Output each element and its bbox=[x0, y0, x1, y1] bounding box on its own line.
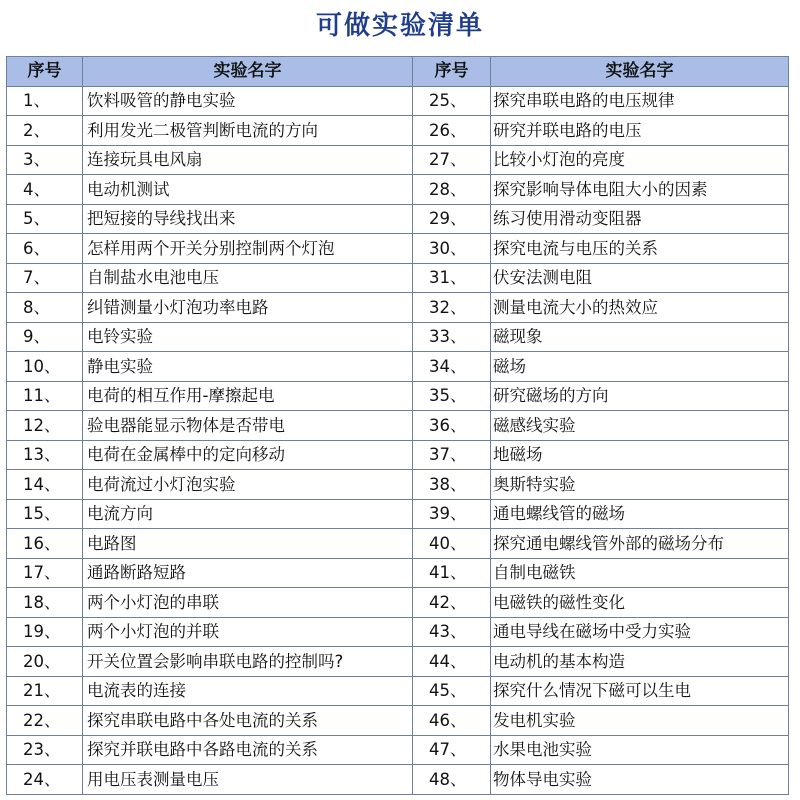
experiment-number-left: 21、 bbox=[7, 676, 83, 706]
experiment-number-left: 15、 bbox=[7, 499, 83, 529]
table-row bbox=[7, 706, 789, 736]
experiment-name-right: 测量电流大小的热效应 bbox=[491, 293, 789, 323]
experiment-name-right: 探究串联电路的电压规律 bbox=[491, 86, 789, 116]
experiment-number-left: 14、 bbox=[7, 470, 83, 500]
experiment-name-left: 静电实验 bbox=[83, 352, 413, 382]
experiment-number-right: 34、 bbox=[413, 352, 491, 382]
experiment-number-right: 27、 bbox=[413, 145, 491, 175]
experiment-number-right: 29、 bbox=[413, 204, 491, 234]
table-row bbox=[7, 175, 789, 205]
experiment-number-right: 46、 bbox=[413, 706, 491, 736]
table-row bbox=[7, 381, 789, 411]
experiment-name-left: 用电压表测量电压 bbox=[83, 765, 413, 795]
experiment-number-left: 1、 bbox=[7, 86, 83, 116]
experiment-name-right: 探究影响导体电阻大小的因素 bbox=[491, 175, 789, 205]
experiment-number-right: 41、 bbox=[413, 558, 491, 588]
experiment-name-left: 饮料吸管的静电实验 bbox=[83, 86, 413, 116]
table-row bbox=[7, 293, 789, 323]
experiment-number-left: 20、 bbox=[7, 647, 83, 677]
experiment-number-left: 12、 bbox=[7, 411, 83, 441]
header-row bbox=[7, 57, 789, 87]
experiment-name-right: 地磁场 bbox=[491, 440, 789, 470]
experiment-name-left: 探究并联电路中各路电流的关系 bbox=[83, 735, 413, 765]
experiment-name-right: 练习使用滑动变阻器 bbox=[491, 204, 789, 234]
table-row bbox=[7, 470, 789, 500]
experiment-name-right: 水果电池实验 bbox=[491, 735, 789, 765]
experiment-name-right: 发电机实验 bbox=[491, 706, 789, 736]
experiment-name-right: 物体导电实验 bbox=[491, 765, 789, 795]
experiment-name-left: 连接玩具电风扇 bbox=[83, 145, 413, 175]
table-row bbox=[7, 440, 789, 470]
experiment-number-right: 39、 bbox=[413, 499, 491, 529]
experiment-number-right: 36、 bbox=[413, 411, 491, 441]
experiment-name-left: 怎样用两个开关分别控制两个灯泡 bbox=[83, 234, 413, 264]
experiment-name-left: 电荷流过小灯泡实验 bbox=[83, 470, 413, 500]
table-row bbox=[7, 411, 789, 441]
experiment-name-right: 电磁铁的磁性变化 bbox=[491, 588, 789, 618]
experiment-name-right: 研究并联电路的电压 bbox=[491, 116, 789, 146]
experiment-number-left: 3、 bbox=[7, 145, 83, 175]
experiment-name-right: 通电螺线管的磁场 bbox=[491, 499, 789, 529]
experiment-name-left: 电荷在金属棒中的定向移动 bbox=[83, 440, 413, 470]
experiment-number-left: 13、 bbox=[7, 440, 83, 470]
header-index-left: 序号 bbox=[7, 57, 83, 87]
experiment-number-left: 17、 bbox=[7, 558, 83, 588]
experiment-number-right: 40、 bbox=[413, 529, 491, 559]
header-name-right: 实验名字 bbox=[491, 57, 789, 87]
experiment-name-right: 研究磁场的方向 bbox=[491, 381, 789, 411]
experiment-number-right: 32、 bbox=[413, 293, 491, 323]
experiment-name-left: 两个小灯泡的并联 bbox=[83, 617, 413, 647]
experiment-name-right: 通电导线在磁场中受力实验 bbox=[491, 617, 789, 647]
experiment-name-right: 电动机的基本构造 bbox=[491, 647, 789, 677]
experiment-name-left: 纠错测量小灯泡功率电路 bbox=[83, 293, 413, 323]
experiment-number-left: 23、 bbox=[7, 735, 83, 765]
table-row bbox=[7, 204, 789, 234]
experiment-name-left: 电荷的相互作用-摩擦起电 bbox=[83, 381, 413, 411]
table-body bbox=[7, 86, 789, 794]
table-row bbox=[7, 263, 789, 293]
table-row bbox=[7, 352, 789, 382]
experiment-number-left: 9、 bbox=[7, 322, 83, 352]
table-header bbox=[7, 57, 789, 87]
table-row bbox=[7, 588, 789, 618]
experiment-name-left: 自制盐水电池电压 bbox=[83, 263, 413, 293]
experiment-name-left: 电路图 bbox=[83, 529, 413, 559]
experiment-name-right: 比较小灯泡的亮度 bbox=[491, 145, 789, 175]
experiment-number-right: 25、 bbox=[413, 86, 491, 116]
experiment-number-right: 35、 bbox=[413, 381, 491, 411]
experiment-number-left: 4、 bbox=[7, 175, 83, 205]
experiment-name-left: 电铃实验 bbox=[83, 322, 413, 352]
experiment-name-left: 电动机测试 bbox=[83, 175, 413, 205]
experiment-number-left: 24、 bbox=[7, 765, 83, 795]
experiment-number-left: 6、 bbox=[7, 234, 83, 264]
experiment-table bbox=[6, 56, 789, 795]
experiment-number-left: 19、 bbox=[7, 617, 83, 647]
experiment-number-left: 16、 bbox=[7, 529, 83, 559]
experiment-number-right: 26、 bbox=[413, 116, 491, 146]
experiment-number-left: 11、 bbox=[7, 381, 83, 411]
experiment-name-right: 探究电流与电压的关系 bbox=[491, 234, 789, 264]
experiment-name-left: 把短接的导线找出来 bbox=[83, 204, 413, 234]
experiment-number-right: 28、 bbox=[413, 175, 491, 205]
experiment-number-right: 48、 bbox=[413, 765, 491, 795]
table-row bbox=[7, 765, 789, 795]
experiment-name-left: 利用发光二极管判断电流的方向 bbox=[83, 116, 413, 146]
table-row bbox=[7, 234, 789, 264]
experiment-number-left: 5、 bbox=[7, 204, 83, 234]
experiment-number-right: 43、 bbox=[413, 617, 491, 647]
experiment-number-left: 22、 bbox=[7, 706, 83, 736]
table-row bbox=[7, 735, 789, 765]
experiment-number-left: 2、 bbox=[7, 116, 83, 146]
experiment-number-left: 18、 bbox=[7, 588, 83, 618]
table-row bbox=[7, 676, 789, 706]
experiment-name-right: 奥斯特实验 bbox=[491, 470, 789, 500]
header-index-right: 序号 bbox=[413, 57, 491, 87]
experiment-name-left: 通路断路短路 bbox=[83, 558, 413, 588]
experiment-name-left: 验电器能显示物体是否带电 bbox=[83, 411, 413, 441]
table-row bbox=[7, 647, 789, 677]
table-row bbox=[7, 558, 789, 588]
experiment-number-right: 37、 bbox=[413, 440, 491, 470]
page-title: 可做实验清单 bbox=[315, 11, 484, 41]
table-row bbox=[7, 116, 789, 146]
experiment-number-right: 47、 bbox=[413, 735, 491, 765]
experiment-name-right: 磁场 bbox=[491, 352, 789, 382]
table-row bbox=[7, 86, 789, 116]
experiment-name-left: 电流表的连接 bbox=[83, 676, 413, 706]
header-name-left: 实验名字 bbox=[83, 57, 413, 87]
experiment-name-left: 探究串联电路中各处电流的关系 bbox=[83, 706, 413, 736]
experiment-number-right: 45、 bbox=[413, 676, 491, 706]
experiment-name-left: 电流方向 bbox=[83, 499, 413, 529]
table-row bbox=[7, 145, 789, 175]
experiment-number-right: 33、 bbox=[413, 322, 491, 352]
experiment-number-right: 30、 bbox=[413, 234, 491, 264]
experiment-name-right: 探究通电螺线管外部的磁场分布 bbox=[491, 529, 789, 559]
experiment-number-right: 38、 bbox=[413, 470, 491, 500]
experiment-name-right: 磁感线实验 bbox=[491, 411, 789, 441]
table-row bbox=[7, 322, 789, 352]
table-row bbox=[7, 617, 789, 647]
experiment-name-right: 自制电磁铁 bbox=[491, 558, 789, 588]
experiment-number-right: 42、 bbox=[413, 588, 491, 618]
experiment-number-right: 44、 bbox=[413, 647, 491, 677]
experiment-name-right: 探究什么情况下磁可以生电 bbox=[491, 676, 789, 706]
experiment-name-left: 开关位置会影响串联电路的控制吗? bbox=[83, 647, 413, 677]
experiment-name-left: 两个小灯泡的串联 bbox=[83, 588, 413, 618]
experiment-name-right: 磁现象 bbox=[491, 322, 789, 352]
experiment-number-left: 8、 bbox=[7, 293, 83, 323]
experiment-number-left: 7、 bbox=[7, 263, 83, 293]
experiment-number-left: 10、 bbox=[7, 352, 83, 382]
table-row bbox=[7, 529, 789, 559]
experiment-number-right: 31、 bbox=[413, 263, 491, 293]
experiment-name-right: 伏安法测电阻 bbox=[491, 263, 789, 293]
table-row bbox=[7, 499, 789, 529]
